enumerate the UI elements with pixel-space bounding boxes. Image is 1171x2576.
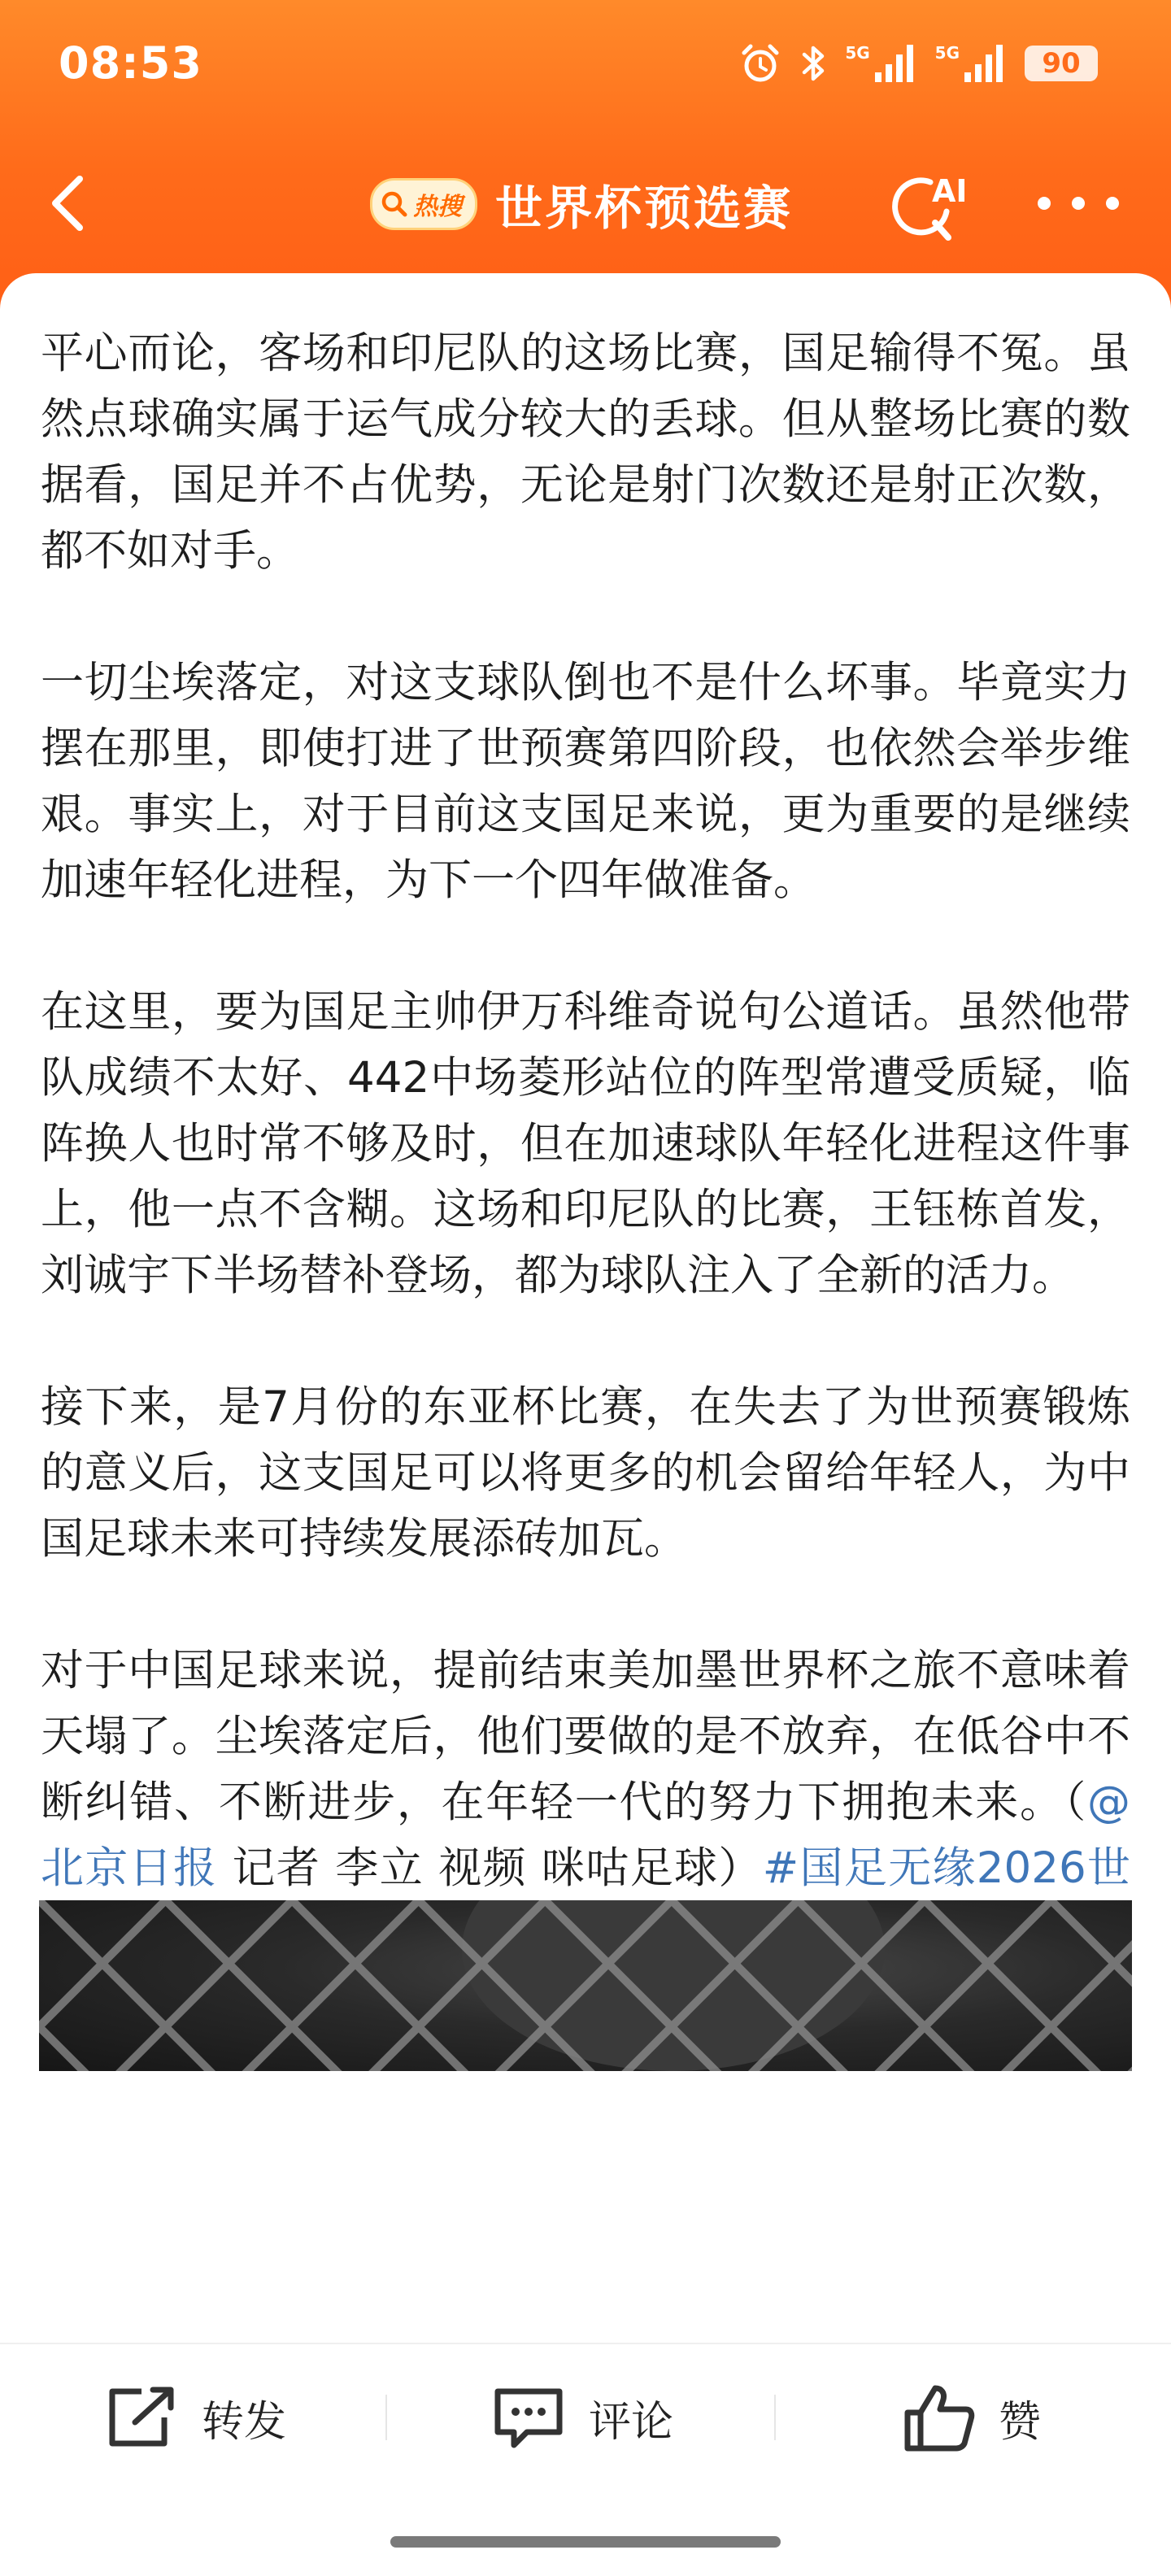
comment-icon <box>491 2385 566 2450</box>
mention-link[interactable]: @北京日报 <box>41 1778 1130 1893</box>
video-thumbnail[interactable] <box>39 1900 1132 2071</box>
hashtag-link[interactable]: #国足无缘2026世 <box>762 1843 1131 1893</box>
article-text: 对于中国足球来说，提前结束美加墨世界杯之旅不意味着天塌了。尘埃落定后，他们要做的是不放弃，在低谷中不断纠错、不断进步，在年轻一代的努力下拥抱未来。（ <box>41 1646 1130 1827</box>
repost-button[interactable] <box>104 2378 286 2456</box>
status-bar <box>0 0 1171 130</box>
signal-1-label: 5G <box>845 43 870 63</box>
title-group <box>370 168 793 241</box>
comment-label: 评论 <box>589 2397 674 2447</box>
page-title: 世界杯预选赛 <box>495 181 794 236</box>
action-bar <box>0 2343 1171 2487</box>
search-icon <box>381 190 408 218</box>
article-body <box>41 320 1130 1967</box>
action-divider <box>385 2395 387 2440</box>
more-dot-icon <box>1072 197 1085 210</box>
battery-indicator: 90 <box>1025 46 1098 81</box>
repost-label: 转发 <box>202 2397 287 2447</box>
nav-bar <box>0 146 1171 260</box>
status-icons <box>739 39 1098 88</box>
signal-2-label: 5G <box>934 43 960 63</box>
action-divider <box>774 2395 776 2440</box>
signal-2-icon <box>935 43 1007 84</box>
article-paragraph: 接下来，是7月份的东亚杯比赛，在失去了为世预赛锻炼的意义后，这支国足可以将更多的机会留给年轻人，为中国足球未来可持续发展添砖加瓦。 <box>41 1382 1130 1564</box>
thumbs-up-icon <box>901 2382 976 2453</box>
back-button[interactable] <box>37 171 102 236</box>
bluetooth-icon <box>799 43 827 84</box>
more-options-button[interactable] <box>1038 179 1119 228</box>
ai-label: AI <box>932 173 968 209</box>
credit-text: 记者 李立 视频 咪咕足球） <box>217 1843 763 1893</box>
like-button[interactable] <box>901 2378 1041 2456</box>
article-paragraph: 平心而论，客场和印尼队的这场比赛，国足输得不冤。虽然点球确实属于运气成分较大的丢球。但从整场比赛的数据看，国足并不占优势，无论是射门次数还是射正次数，都不如对手。 <box>41 329 1130 576</box>
home-indicator[interactable] <box>390 2536 781 2548</box>
status-time: 08:53 <box>59 37 202 89</box>
ai-search-button[interactable] <box>883 164 973 246</box>
signal-1-icon <box>845 43 916 84</box>
article-paragraph: 一切尘埃落定，对这支球队倒也不是什么坏事。毕竟实力摆在那里，即使打进了世预赛第四阶段，也依然会举步维艰。事实上，对于目前这支国足来说，更为重要的是继续加速年轻化进程，为下一个四年做准备。 <box>41 658 1130 905</box>
like-label: 赞 <box>999 2397 1042 2447</box>
ai-search-icon <box>883 164 973 246</box>
more-dot-icon <box>1106 197 1119 210</box>
share-icon <box>104 2385 179 2450</box>
chevron-left-icon <box>37 171 102 236</box>
hot-search-label: 热搜 <box>413 193 462 221</box>
article-paragraph: 在这里，要为国足主帅伊万科维奇说句公道话。虽然他带队成绩不太好、442中场菱形站位的阵型常遭受质疑，临阵换人也时常不够及时，但在加速球队年轻化进程这件事上，他一点不含糊。这场和印尼队的比赛，王钰栋首发，刘诚宇下半场替补登场，都为球队注入了全新的活力。 <box>41 987 1130 1300</box>
comment-button[interactable] <box>491 2378 673 2456</box>
fence-pattern-icon <box>39 1900 1132 2071</box>
hot-search-badge[interactable] <box>370 178 477 230</box>
alarm-icon <box>739 42 781 85</box>
more-dot-icon <box>1038 197 1051 210</box>
